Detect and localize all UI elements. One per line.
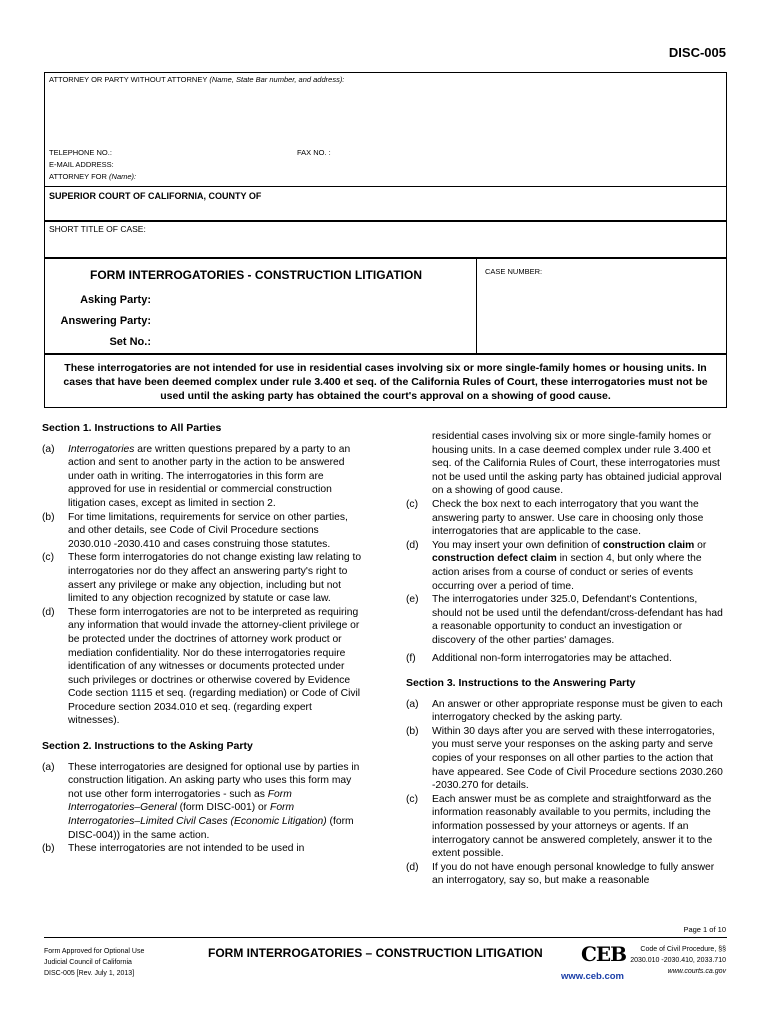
- item-text: (form DISC-001) or: [176, 802, 271, 814]
- attorney-for-hint: (Name):: [109, 172, 137, 181]
- section1-item-d: [42, 606, 364, 728]
- attorney-label-line: [49, 75, 344, 84]
- item-label: (b): [42, 511, 55, 523]
- item-text: Additional non-form interrogatories may be attached.: [432, 652, 672, 664]
- section3-item-b: [406, 725, 728, 793]
- item-text: (form DISC-004)) in the same action.: [68, 816, 354, 841]
- telephone-label: TELEPHONE NO.:: [49, 148, 112, 157]
- item-text: If you do not have enough personal knowledge to fully answer an interrogatory, say so, but make a reasonable: [432, 861, 715, 887]
- section2-item-f: [406, 652, 728, 666]
- case-info-box: [44, 258, 727, 354]
- fax-label: FAX NO. :: [297, 148, 331, 157]
- item-label: (f): [406, 652, 416, 664]
- section2-item-b: [42, 842, 364, 856]
- section2-item-c: [406, 498, 728, 539]
- code-reference: Code of Civil Procedure, §§: [640, 946, 726, 953]
- item-text: For time limitations, requirements for service on other parties, and other details, see Code of Civil Procedure sections 2030.010 -2030.410 and cases construing those statutes.: [68, 511, 348, 550]
- spacer: [42, 728, 364, 740]
- item-label: (a): [42, 443, 55, 455]
- form-title: FORM INTERROGATORIES - CONSTRUCTION LITIGATION: [90, 268, 422, 282]
- item-text: Check the box next to each interrogatory that you want the answering party to answer. Use care in choosing only those interrogatories that are applicable to the case.: [432, 498, 704, 538]
- section2-item-a: [42, 761, 364, 843]
- section2-heading: Section 2. Instructions to the Asking Party: [42, 740, 253, 753]
- item-text: These interrogatories are designed for optional use by parties in construction litigation. An asking party who uses this form may not use other form interrogatories - such as: [68, 761, 360, 800]
- form-ref: Form Interrogatories–Limited Civil Cases (Economic Litigation): [68, 802, 327, 828]
- asking-party-label: Asking Party:: [80, 294, 151, 306]
- section2-item-e: [406, 593, 728, 647]
- item-label: (a): [42, 761, 55, 773]
- item-label: (c): [42, 552, 55, 564]
- section3-item-d: [406, 861, 728, 888]
- section3-heading: Section 3. Instructions to the Answering Party: [406, 677, 636, 690]
- section2-item-d: [406, 539, 728, 593]
- item-label: (c): [406, 498, 419, 510]
- item-text: You may insert your own definition of: [432, 539, 603, 551]
- item-label: (e): [406, 594, 419, 606]
- case-number-label: CASE NUMBER:: [485, 267, 543, 276]
- form-id: DISC-005: [668, 45, 726, 60]
- section1-item-b: [42, 511, 364, 552]
- ceb-link[interactable]: www.ceb.com: [561, 971, 624, 982]
- section2-item-b-cont: [406, 430, 728, 498]
- item-label: (b): [406, 725, 419, 737]
- item-text: residential cases involving six or more single-family homes or housing units. In a case deemed complex under rule 3.400 et seq. of the California Rules of Court, these interrogatories must not be used until the asking party has obtained judicial approval on a showing of good cause.: [432, 431, 722, 497]
- right-column: [406, 430, 728, 888]
- email-label: E-MAIL ADDRESS:: [49, 160, 114, 169]
- short-title-label: SHORT TITLE OF CASE:: [49, 224, 146, 234]
- item-text: These form interrogatories are not to be interpreted as requiring any information that would invade the attorney-client privilege or be protected under the doctrines of attorney work product or mediation confidentiality. Nor do these interrogatories require identification of any witnesses or documents protected under such privileges or doctrines or otherwise covered by Evidence Code section 1115 et seq. (regarding mediation) or Code of Civil Procedure section 2034.010 et seq. (regarding expert witnesses).: [68, 606, 361, 727]
- ceb-logo: CEB: [581, 942, 627, 966]
- footer-right: [630, 944, 726, 977]
- section1-item-a: [42, 443, 364, 511]
- item-text: or: [694, 539, 707, 551]
- council-text: Judicial Council of California: [44, 959, 132, 966]
- section3-item-c: [406, 793, 728, 861]
- item-text: in section 4, but only where the action arises from a course of conduct or series of events occurring over a period of time.: [432, 553, 702, 592]
- spacer: [406, 665, 728, 677]
- approval-text: Form Approved for Optional Use: [44, 948, 145, 955]
- page-number: Page 1 of 10: [683, 925, 726, 934]
- section1-heading: Section 1. Instructions to All Parties: [42, 422, 222, 434]
- footer-left: [44, 946, 144, 979]
- footer-divider: [44, 937, 727, 938]
- item-text: These interrogatories are not intended to be used in: [68, 843, 305, 855]
- item-text: The interrogatories under 325.0, Defendant's Contentions, should not be used until the defendant/cross-defendant has had a reasonable opportunity to conduct an investigation or discovery of the other parties' damages.: [432, 594, 723, 646]
- code-sections: 2030.010 -2030.410, 2033.710: [630, 957, 726, 964]
- item-text: These form interrogatories do not change existing law relating to interrogatories nor do they affect an answering party's right to assert any privilege or make any objection, including but not limited to any objection recognized by statute or case law.: [68, 552, 362, 605]
- attorney-hint: (Name, State Bar number, and address):: [209, 75, 345, 84]
- defined-term: construction claim: [602, 539, 695, 551]
- courts-link[interactable]: www.courts.ca.gov: [667, 968, 726, 975]
- short-title-box: [44, 221, 727, 258]
- term: Interrogatories: [68, 443, 135, 455]
- attorney-label: ATTORNEY OR PARTY WITHOUT ATTORNEY: [49, 75, 208, 84]
- notice-text: These interrogatories are not intended for use in residential cases involving six or more single-family homes or housing units. In cases that have been deemed complex under rule 3.400 et seq. of the California Rules of Court, these interrogatories must not be used until the asking party has obtained the court's approval on a showing of good cause.: [63, 362, 708, 402]
- item-label: (d): [406, 539, 419, 551]
- form-ref: Form Interrogatories–General: [68, 788, 292, 814]
- case-divider: [476, 259, 477, 355]
- item-label: (c): [406, 793, 419, 805]
- item-text: Each answer must be as complete and straightforward as the information reasonably available to you permits, including the information possessed by your attorneys or agents. If an interrogatory cannot be answered completely, answer it to the extent possible.: [432, 793, 713, 860]
- left-column: [42, 422, 364, 856]
- section1-item-c: [42, 551, 364, 605]
- item-text: Within 30 days after you are served with these interrogatories, you must serve your responses on the asking party and serve copies of your responses on all other parties to the action that have appeared. See Code of Civil Procedure sections 2030.260 -2030.270 for details.: [432, 725, 723, 792]
- defined-term: construction defect claim: [432, 553, 557, 565]
- notice-box: [44, 354, 727, 408]
- attorney-for-line: [49, 172, 136, 181]
- court-box: [44, 186, 727, 221]
- item-label: (b): [42, 843, 55, 855]
- section3-item-a: [406, 698, 728, 725]
- item-text: An answer or other appropriate response must be given to each interrogatory checked by the asking party.: [432, 698, 723, 724]
- item-label: (d): [406, 861, 419, 873]
- attorney-for-label: ATTORNEY FOR: [49, 172, 107, 181]
- item-text: are written questions prepared by a party to an action and sent to another party in the action to be answered under oath in writing. The interrogatories in this form are approved for use in residential or commercial construction litigation cases, except as limited in section 2.: [68, 443, 351, 509]
- court-label: SUPERIOR COURT OF CALIFORNIA, COUNTY OF: [49, 191, 262, 201]
- item-label: (a): [406, 698, 419, 710]
- answering-party-label: Answering Party:: [60, 315, 151, 327]
- footer-title: FORM INTERROGATORIES – CONSTRUCTION LITIGATION: [208, 946, 543, 960]
- set-no-label: Set No.:: [109, 336, 151, 348]
- form-revision: DISC-005 [Rev. July 1, 2013]: [44, 970, 135, 977]
- item-label: (d): [42, 606, 55, 618]
